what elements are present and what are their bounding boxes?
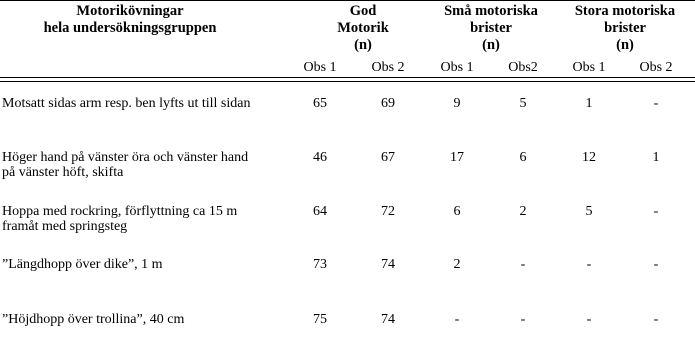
table-cell: 1 [585, 96, 593, 111]
table-cell: 1 [652, 150, 660, 165]
subheader-rule [0, 81, 695, 82]
table-cell: - [653, 96, 659, 111]
subheader-obs1-small: Obs 1 [440, 60, 474, 75]
table-cell: 5 [519, 96, 527, 111]
table-row-label [2, 312, 282, 327]
table-row-label [2, 96, 282, 111]
header-rule [0, 77, 695, 78]
row4-label-line1: ”Längdhopp över dike”, 1 m [2, 257, 163, 272]
header-small-deficits-line2: brister [470, 20, 512, 36]
row2-label-line1: Höger hand på vänster öra och vänster hand [2, 150, 249, 165]
subheader-obs2-good: Obs 2 [371, 60, 405, 75]
table-cell: 46 [313, 150, 327, 165]
header-large-deficits-line3: (n) [616, 37, 634, 53]
table-cell: - [520, 257, 526, 272]
header-good-motor-line3: (n) [354, 37, 372, 53]
table-cell: 72 [381, 204, 395, 219]
row1-label-line1: Motsatt sidas arm resp. ben lyfts ut till sidan [2, 96, 251, 111]
header-exercises-line2: hela undersökningsgruppen [43, 20, 217, 36]
table-cell: 12 [582, 150, 596, 165]
subheader-obs1-large: Obs 1 [572, 60, 606, 75]
table-cell: 73 [313, 257, 327, 272]
table-row-label [2, 257, 282, 272]
subheader-obs2-small: Obs2 [508, 60, 538, 75]
table-cell: 2 [453, 257, 461, 272]
header-exercises-line1: Motorikövningar [76, 3, 184, 19]
row3-label-line2: framåt med springsteg [2, 219, 128, 234]
table-cell: 69 [381, 96, 395, 111]
table-cell: 17 [450, 150, 464, 165]
table-row-label [2, 150, 282, 180]
table-cell: 5 [585, 204, 593, 219]
table-cell: - [454, 312, 460, 327]
header-large-deficits [557, 3, 693, 54]
row5-label-line1: ”Höjdhopp över trollina”, 40 cm [2, 312, 185, 327]
table-cell: 74 [381, 312, 395, 327]
header-good-motor-line2: Motorik [337, 20, 389, 36]
table-top-rule [0, 0, 695, 1]
row2-label-line2: på vänster höft, skifta [2, 165, 124, 180]
header-small-deficits [428, 3, 554, 54]
table-cell: - [586, 312, 592, 327]
table-cell: 6 [453, 204, 461, 219]
table-cell: - [520, 312, 526, 327]
header-large-deficits-line2: brister [604, 20, 646, 36]
table-cell: 74 [381, 257, 395, 272]
header-exercises [20, 3, 240, 37]
table-cell: 75 [313, 312, 327, 327]
table-cell: - [653, 257, 659, 272]
table-row-label [2, 204, 282, 234]
subheader-obs1-good: Obs 1 [303, 60, 337, 75]
table-cell: - [653, 204, 659, 219]
table-cell: - [653, 312, 659, 327]
table-cell: 67 [381, 150, 395, 165]
table-cell: 65 [313, 96, 327, 111]
subheader-obs2-large: Obs 2 [639, 60, 673, 75]
table-cell: - [586, 257, 592, 272]
table-cell: 6 [519, 150, 527, 165]
table-cell: 2 [519, 204, 527, 219]
table-cell: 64 [313, 204, 327, 219]
header-good-motor-line1: God [349, 3, 377, 19]
table-cell: 9 [453, 96, 461, 111]
header-small-deficits-line3: (n) [482, 37, 500, 53]
row3-label-line1: Hoppa med rockring, förflyttning ca 15 m [2, 204, 238, 219]
header-good-motor [303, 3, 423, 54]
header-small-deficits-line1: Små motoriska [444, 3, 538, 19]
header-large-deficits-line1: Stora motoriska [574, 3, 676, 19]
